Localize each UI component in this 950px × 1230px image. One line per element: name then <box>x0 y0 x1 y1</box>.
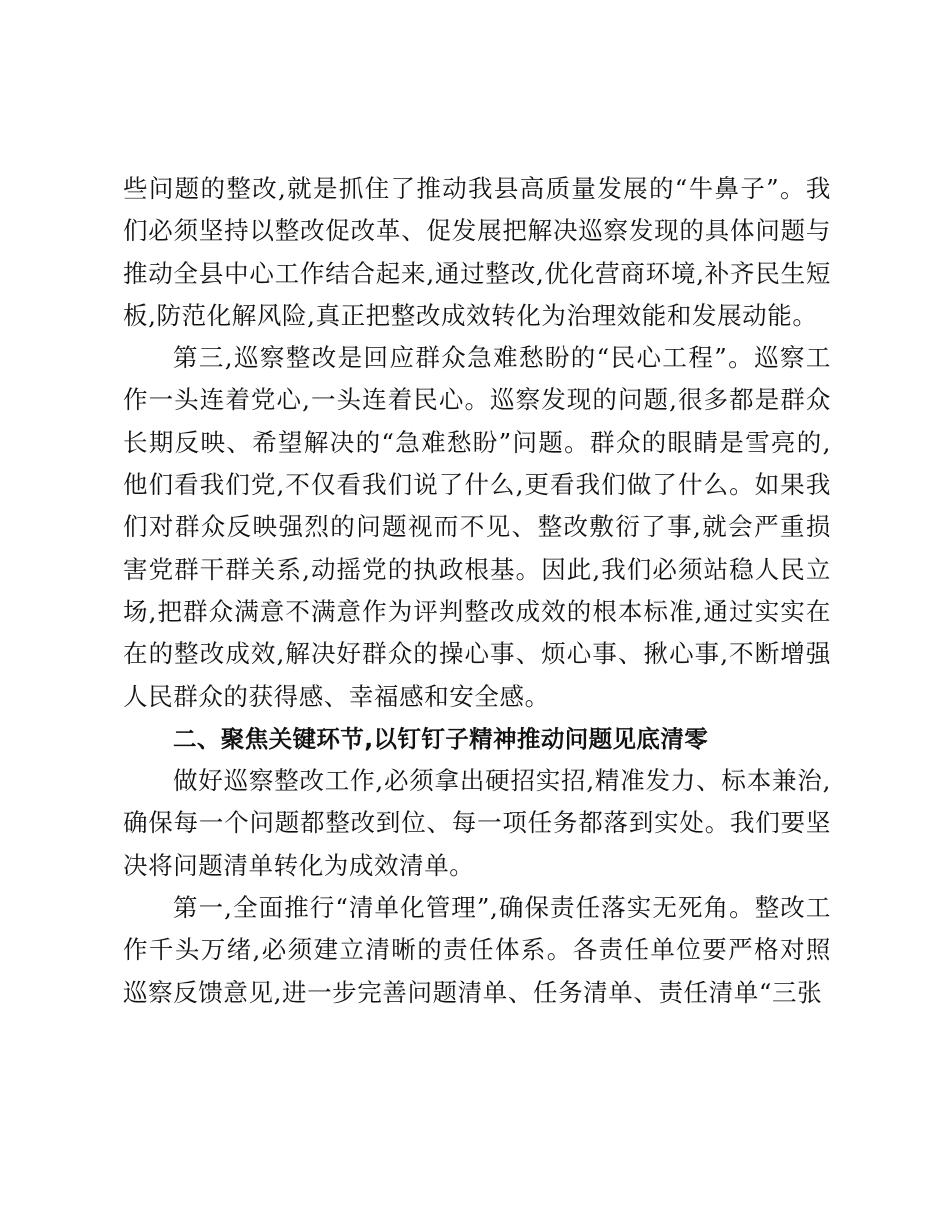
paragraph-third-point: 第三,巡察整改是回应群众急难愁盼的“民心工程”。巡察工作一头连着党心,一头连着民心。巡察发现的问题,很多都是群众长期反映、希望解决的“急难愁盼”问题。群众的眼睛是雪亮的,他们看我们党,不仅看我们说了什么,更看我们做了什么。如果我们对群众反映强烈的问题视而不见、整改敷衍了事,就会严重损害党群干群关系,动摇党的执政根基。因此,我们必须站稳人民立场,把群众满意不满意作为评判整改成效的根本标准,通过实实在在的整改成效,解决好群众的操心事、烦心事、揪心事,不断增强人民群众的获得感、幸福感和安全感。 <box>123 343 831 711</box>
paragraph-continued: 些问题的整改,就是抓住了推动我县高质量发展的“牛鼻子”。我们必须坚持以整改促改革、促发展把解决巡察发现的具体问题与推动全县中心工作结合起来,通过整改,优化营商环境,补齐民生短板,防范化解风险,真正把整改成效转化为治理效能和发展动能。 <box>123 174 831 330</box>
document-body <box>123 168 831 1014</box>
paragraph-section-intro: 做好巡察整改工作,必须拿出硬招实招,精准发力、标本兼治,确保每一个问题都整改到位、每一项任务都落到实处。我们要坚决将问题清单转化为成效清单。 <box>123 766 831 880</box>
section-heading-two: 二、聚焦关键环节,以钉钉子精神推动问题见底清零 <box>173 724 709 753</box>
paragraph-first-point: 第一,全面推行“清单化管理”,确保责任落实无死角。整改工作千头万绪,必须建立清晰的责任体系。各责任单位要严格对照巡察反馈意见,进一步完善问题清单、任务清单、责任清单“三张 <box>123 893 831 1007</box>
